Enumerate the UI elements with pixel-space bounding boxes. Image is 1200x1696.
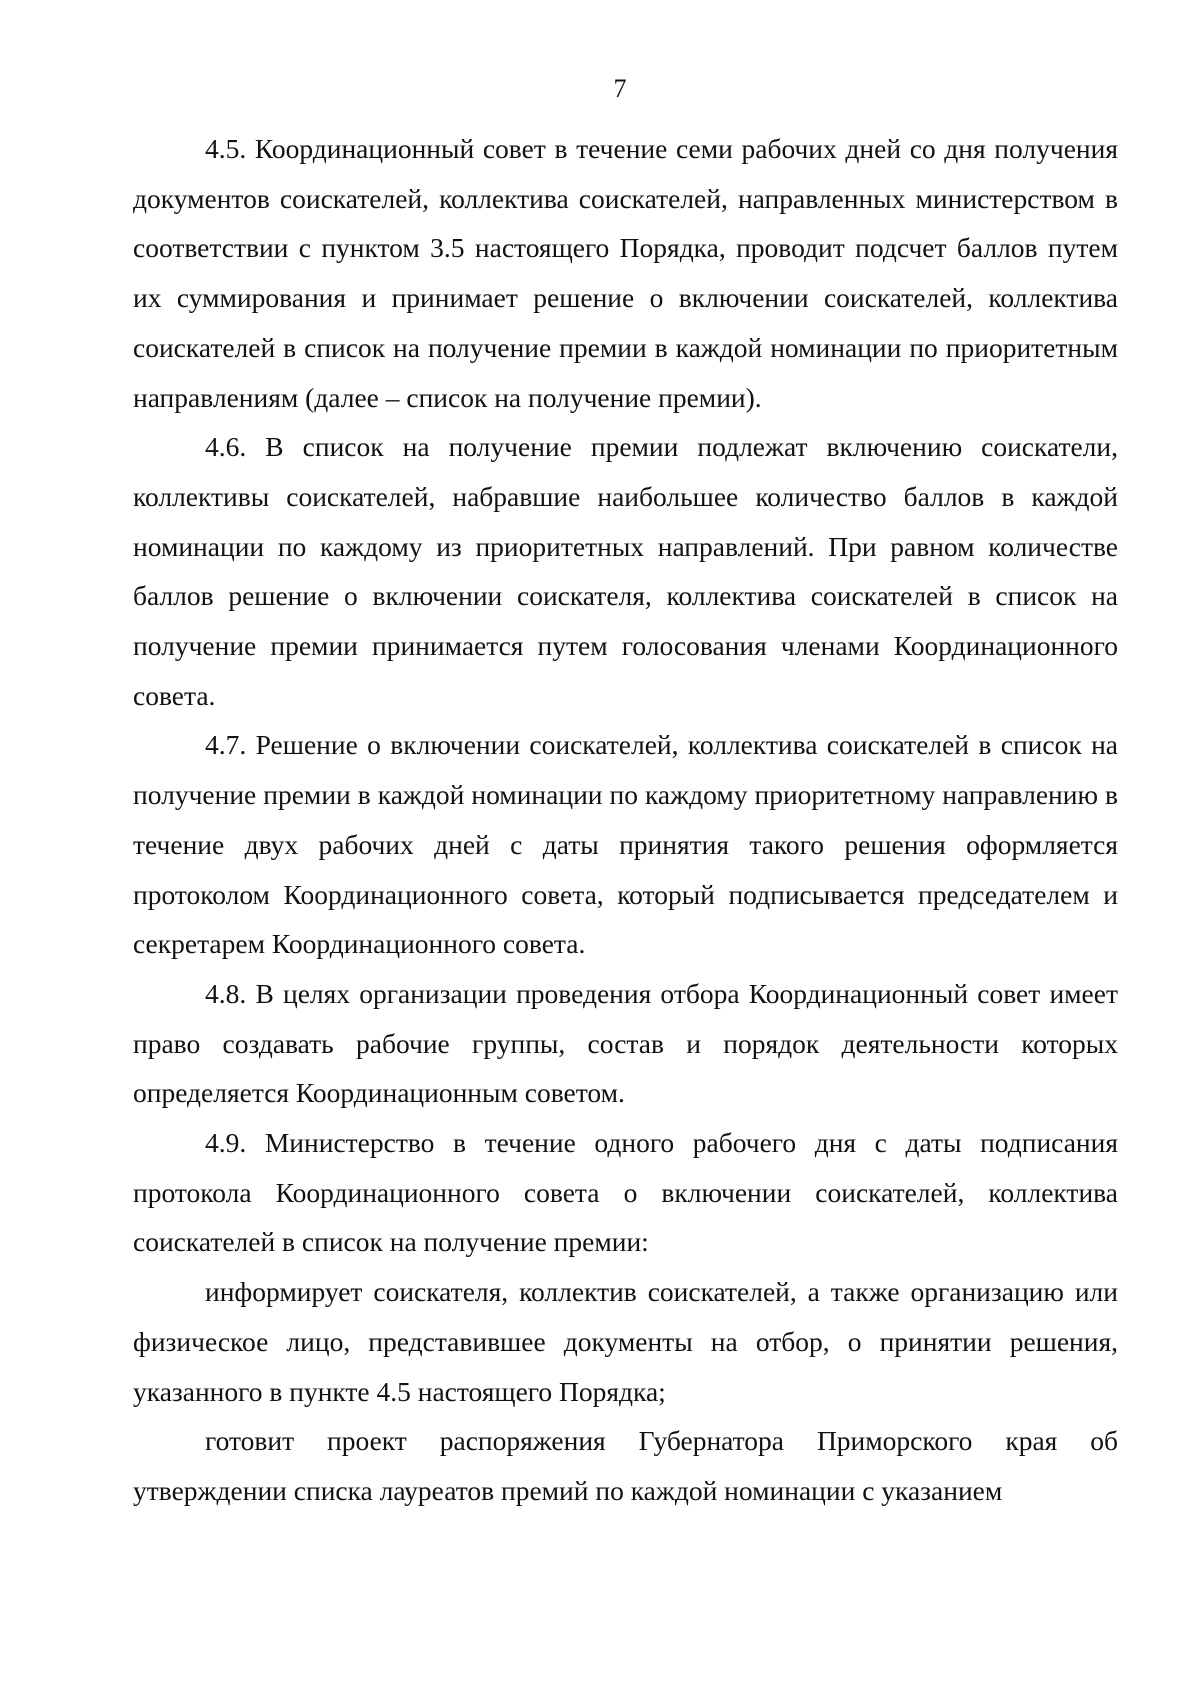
- paragraph-4-9: 4.9. Министерство в течение одного рабочего дня с даты подписания протокола Координационного совета о включении соискателей, коллектива соискателей в список на получение премии:: [133, 1127, 1118, 1258]
- paragraph-prepare: готовит проект распоряжения Губернатора Приморского края об утверждении списка лауреатов премий по каждой номинации с указанием: [133, 1425, 1118, 1506]
- paragraph-4-5: 4.5. Координационный совет в течение семи рабочих дней со дня получения документов соискателей, коллектива соискателей, направленных министерством в соответствии с пунктом 3.5 настоящего Порядка, проводит подсчет баллов путем их суммирования и принимает решение о включении соискателей, коллектива соискателей в список на получение премии в каждой номинации по приоритетным направлениям (далее – список на получение премии).: [133, 133, 1118, 413]
- page-number: 7: [613, 74, 627, 103]
- paragraph-inform: информирует соискателя, коллектив соискателей, а также организацию или физическое лицо, представившее документы на отбор, о принятии решения, указанного в пункте 4.5 настоящего Порядка;: [133, 1276, 1118, 1407]
- paragraph-4-6: 4.6. В список на получение премии подлежат включению соискатели, коллективы соискателей, набравшие наибольшее количество баллов в каждой номинации по каждому из приоритетных направлений. При равном количестве баллов решение о включении соискателя, коллектива соискателей в список на получение премии принимается путем голосования членами Координационного совета.: [133, 431, 1118, 711]
- paragraph-4-7: 4.7. Решение о включении соискателей, коллектива соискателей в список на получение премии в каждой номинации по каждому приоритетному направлению в течение двух рабочих дней с даты принятия такого решения оформляется протоколом Координационного совета, который подписывается председателем и секретарем Координационного совета.: [133, 729, 1118, 960]
- document-body: [133, 124, 1118, 1516]
- paragraph-4-8: 4.8. В целях организации проведения отбора Координационный совет имеет право создавать рабочие группы, состав и порядок деятельности которых определяется Координационным советом.: [133, 977, 1118, 1109]
